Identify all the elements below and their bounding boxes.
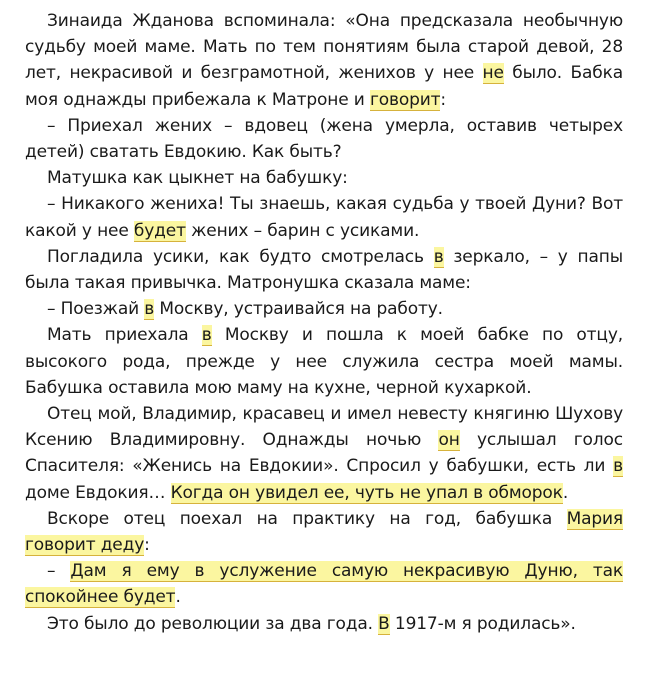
text-segment: Зинаида Жданова вспоминала: «Она предсказала необычную судьбу моей маме. Мать по тем понятиям была старой девой, 28 лет, некрасивой и безграмотной, женихов у нее [25, 11, 623, 84]
highlighted-text: В [378, 613, 390, 634]
paragraph [25, 113, 623, 165]
text-segment: . [175, 587, 181, 608]
highlighted-text: в [613, 456, 623, 477]
highlighted-text: не [482, 63, 504, 84]
text-segment: зеркало, – у папы была такая привычка. Матронушка сказала маме: [25, 246, 623, 294]
paragraph [25, 401, 623, 506]
text-segment: доме Евдокия… [25, 482, 171, 503]
highlighted-text: в [433, 246, 444, 267]
highlighted-text: Когда он увидел ее, чуть не упал в обморок [170, 482, 563, 503]
paragraph [25, 558, 623, 610]
text-segment: Мать приехала [47, 325, 202, 346]
highlighted-text: Мария говорит деду [25, 508, 623, 556]
article-text [25, 8, 623, 637]
text-segment: Москву и пошла к моей бабке по отцу, высокого рода, прежде у нее служила сестра моей мамы. Бабушка оставила мою маму на кухне, черной кухаркой. [25, 325, 623, 398]
text-segment: услышал голос Спасителя: «Женись на Евдокии». Спросил у бабушки, есть ли [25, 430, 623, 477]
paragraph [25, 8, 623, 113]
text-segment: : [144, 535, 150, 556]
document-page [25, 8, 623, 637]
paragraph [25, 165, 623, 191]
text-segment: Погладила усики, как будто смотрелась [47, 246, 434, 267]
paragraph [25, 506, 623, 558]
text-segment: . [562, 482, 569, 503]
text-segment: Вскоре отец поехал на практику на год, бабушка [47, 508, 567, 529]
text-segment: – Поезжай [47, 299, 145, 320]
highlighted-text: в [201, 325, 212, 346]
paragraph [25, 322, 623, 401]
text-segment: жених – барин с усиками. [185, 220, 420, 241]
text-segment: : [440, 89, 446, 110]
text-segment: – Приехал жених – вдовец (жена умерла, оставив четырех детей) сватать Евдокию. Как быть? [25, 115, 623, 163]
text-segment: Это было до революции за два года. [47, 613, 379, 634]
paragraph [25, 296, 623, 322]
paragraph [25, 611, 623, 637]
text-segment: Отец мой, Владимир, красавец и имел невесту княгиню Шухову Ксению Владимировну. Однажды ночью [25, 404, 623, 451]
text-segment: 1917-м я родилась». [389, 613, 576, 634]
text-segment: Москву, устраивайся на работу. [154, 299, 443, 320]
text-segment: – Никакого жениха! Ты знаешь, какая судьба у твоей Дуни? Вот какой у нее [25, 194, 623, 241]
highlighted-text: в [144, 299, 155, 320]
paragraph [25, 191, 623, 243]
text-segment: Матушка как цыкнет на бабушку: [47, 168, 348, 189]
text-segment: было. Бабка моя однажды прибежала к Матроне и [25, 63, 623, 110]
paragraph [25, 244, 623, 296]
highlighted-text: будет [133, 220, 186, 241]
highlighted-text: он [438, 430, 460, 451]
text-segment: – [47, 561, 71, 582]
highlighted-text: говорит [369, 89, 441, 110]
highlighted-text: Дам я ему в услужение самую некрасивую Дуню, так спокойнее будет [25, 561, 623, 608]
